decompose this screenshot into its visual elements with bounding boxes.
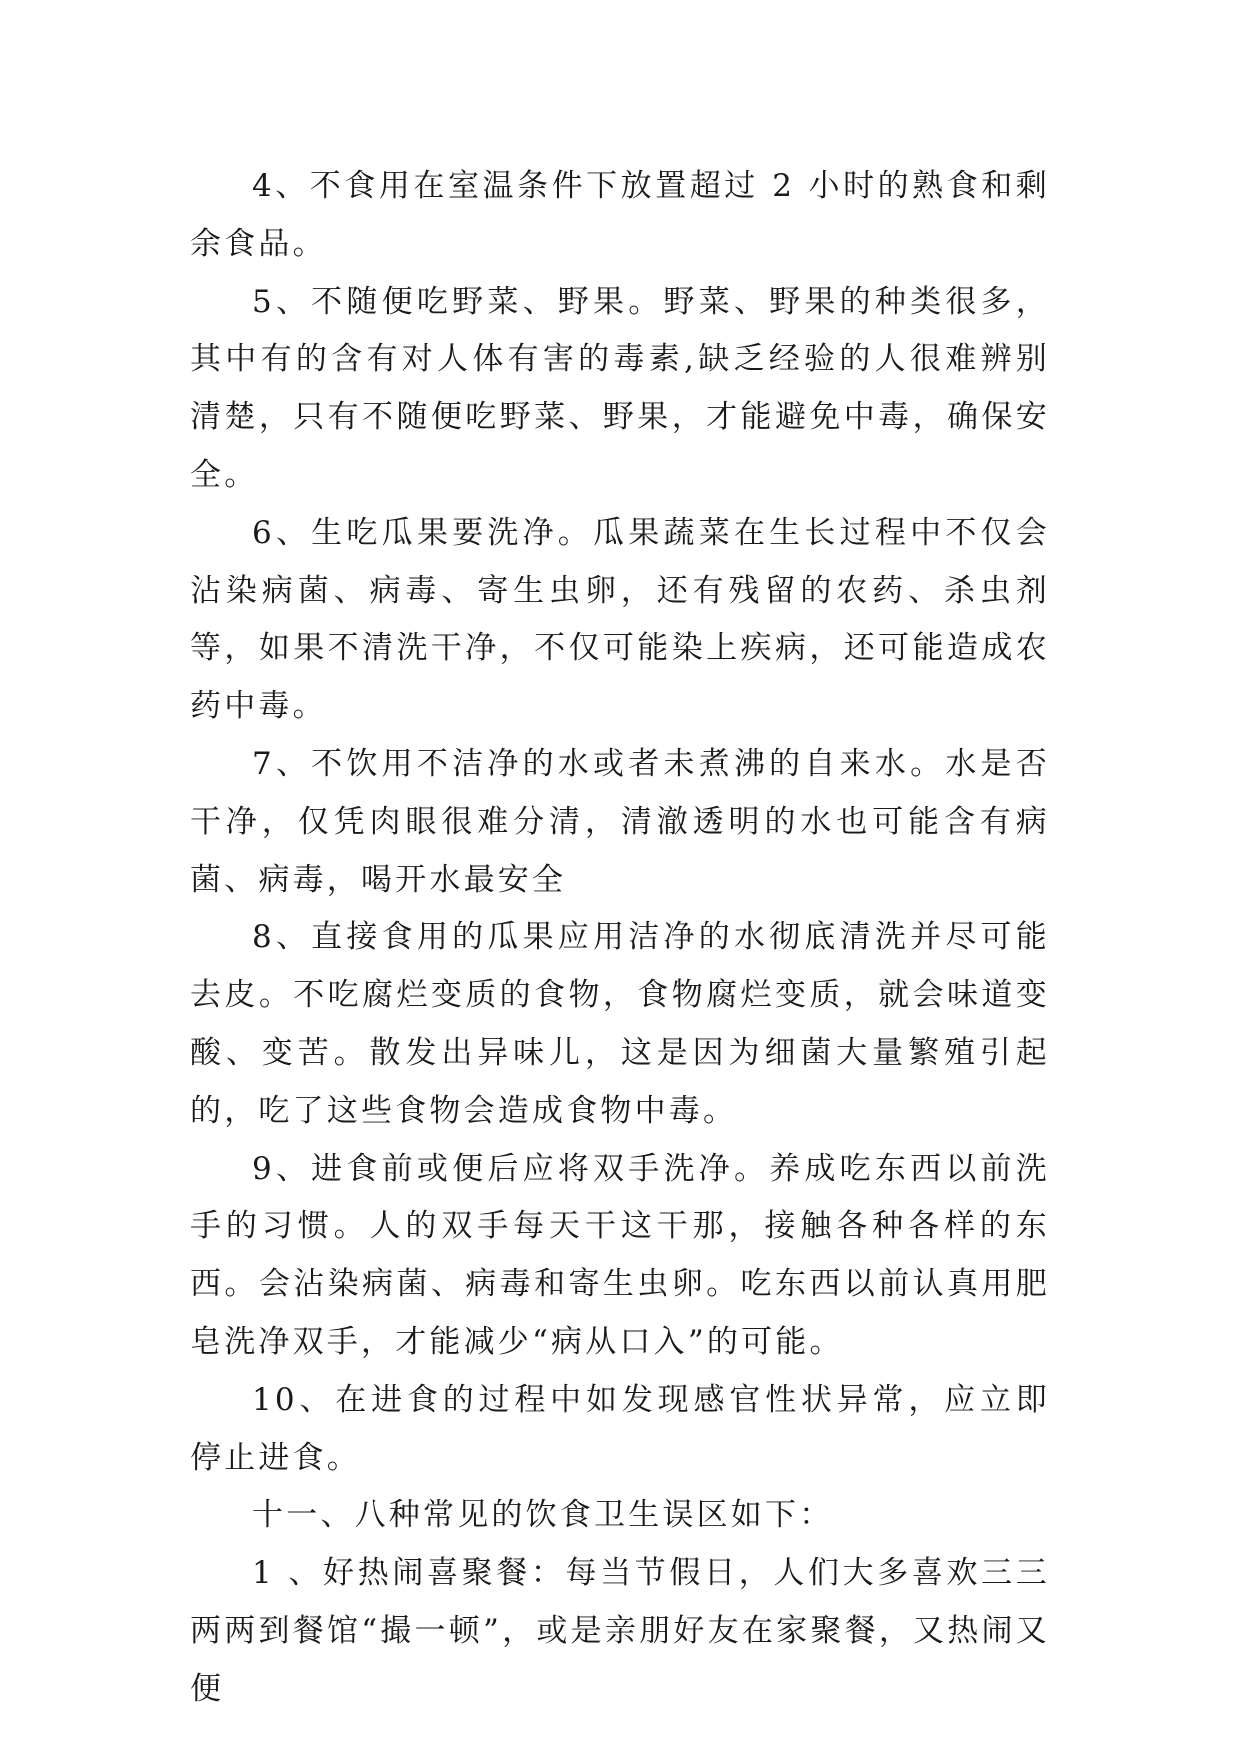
paragraph-subitem-1: 1 、好热闹喜聚餐：每当节假日，人们大多喜欢三三两两到餐馆“撮一顿”，或是亲朋好友在家聚餐，又热闹又便 [190, 1555, 1050, 1707]
paragraph-item-9: 9、进食前或便后应将双手洗净。养成吃东西以前洗手的习惯。人的双手每天干这干那，接触各种各样的东西。会沾染病菌、病毒和寄生虫卵。吃东西以前认真用肥皂洗净双手，才能减少“病从口入”的可能。 [190, 1150, 1050, 1360]
paragraph-item-10: 10、在进食的过程中如发现感官性状异常，应立即停止进食。 [190, 1381, 1050, 1476]
paragraph-item-7: 7、不饮用不洁净的水或者未煮沸的自来水。水是否干净，仅凭肉眼很难分清，清澈透明的水也可能含有病菌、病毒，喝开水最安全 [190, 745, 1050, 898]
paragraph-item-4: 4、不食用在室温条件下放置超过 2 小时的熟食和剩余食品。 [190, 168, 1050, 262]
section-heading-eleven: 十一、八种常见的饮食卫生误区如下： [252, 1497, 834, 1534]
paragraph-item-5: 5、不随便吃野菜、野果。野菜、野果的种类很多，其中有的含有对人体有害的毒素,缺乏经验的人很难辨别清楚，只有不随便吃野菜、野果，才能避免中毒，确保安全。 [190, 283, 1050, 493]
paragraph-item-6: 6、生吃瓜果要洗净。瓜果蔬菜在生长过程中不仅会沾染病菌、病毒、寄生虫卵，还有残留的农药、杀虫剂等，如果不清洗干净，不仅可能染上疾病，还可能造成农药中毒。 [190, 514, 1050, 725]
paragraph-item-8: 8、直接食用的瓜果应用洁净的水彻底清洗并尽可能去皮。不吃腐烂变质的食物，食物腐烂变质，就会味道变酸、变苦。散发出异味儿，这是因为细菌大量繁殖引起的，吃了这些食物会造成食物中毒。 [190, 919, 1050, 1129]
document-body [190, 158, 1050, 1719]
